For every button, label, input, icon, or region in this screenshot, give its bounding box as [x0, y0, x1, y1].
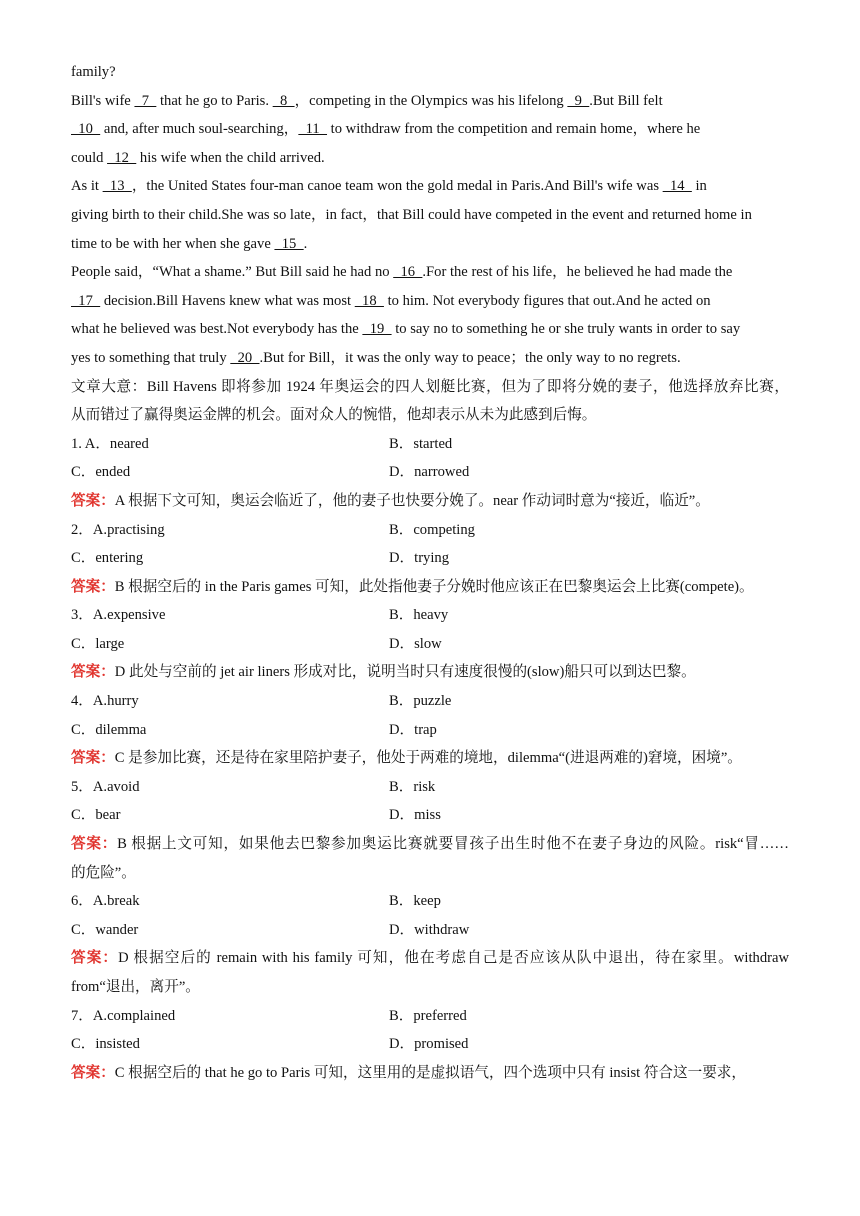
answer-text: A 根据下文可知，奥运会临近了，他的妻子也快要分娩了。near 作动词时意为“接近，临近”。 [114, 492, 710, 509]
option-row [71, 687, 789, 716]
answer-text: C 根据空后的 that he go to Paris 可知，这里用的是虚拟语气，四个选项中只有 insist 符合这一要求， [114, 1064, 746, 1081]
answer-blank: 11 [298, 121, 328, 138]
option-a: 3．A.expensive [71, 607, 166, 624]
passage-line [71, 287, 789, 316]
option-d: D．withdraw [389, 921, 470, 938]
answer-line [71, 944, 789, 973]
answer-blank: 7 [134, 92, 157, 109]
answer-text: D 根据空后的 remain with his family 可知，他在考虑自己是否应该从队中退出，待在家里。withdraw [118, 950, 789, 967]
answer-line [71, 744, 789, 773]
passage-text: could [71, 149, 108, 166]
option-row [71, 916, 789, 945]
answer-text: from“退出，离开”。 [71, 979, 200, 995]
passage-line [71, 87, 789, 116]
answer-blank: 9 [567, 92, 590, 109]
passage-line [71, 172, 789, 201]
passage-text: in [691, 178, 707, 195]
passage-line [71, 201, 789, 230]
option-c: C．entering [71, 550, 144, 567]
option-c: C．dilemma [71, 721, 147, 738]
option-row [71, 630, 789, 659]
passage-text: decision.Bill Havens knew what was most [100, 292, 355, 309]
answer-text: B 根据上文可知，如果他去巴黎参加奥运比赛就要冒孩子出生时他不在妻子身边的风险。risk“冒…… [117, 836, 789, 853]
answer-blank: 13 [102, 178, 132, 195]
answer-blank: 14 [662, 178, 692, 195]
option-d: D．slow [389, 635, 442, 652]
answer-label: 答案： [71, 664, 115, 681]
option-a: 7．A.complained [71, 1007, 176, 1024]
answer-label: 答案： [71, 578, 115, 595]
option-row [71, 773, 789, 802]
answer-text: D 此处与空前的 jet air liners 形成对比，说明当时只有速度很慢的(slow)船只可以到达巴黎。 [114, 664, 696, 681]
passage-text: his wife when the child arrived. [136, 149, 325, 166]
option-row [71, 516, 789, 545]
answer-line [71, 1059, 789, 1088]
passage-line [71, 258, 789, 287]
passage-text: ，the United States four-man canoe team won the gold medal in Paris.And Bill's wife was [131, 178, 663, 195]
option-row [71, 1002, 789, 1031]
answer-line [71, 658, 789, 687]
question-list [71, 430, 789, 1088]
option-c: C．wander [71, 921, 139, 938]
option-c: C．large [71, 635, 125, 652]
article-summary [71, 373, 789, 430]
passage-line [71, 115, 789, 144]
answer-label: 答案： [71, 750, 115, 767]
answer-blank: 19 [362, 321, 392, 338]
option-a: 1. A．neared [71, 435, 149, 452]
passage-text: that he go to Paris. [156, 92, 273, 109]
passage-text: Bill's wife [71, 92, 135, 109]
option-row [71, 801, 789, 830]
answer-line [71, 830, 789, 859]
summary-line: 从而错过了赢得奥运金牌的机会。面对众人的惋惜，他却表示从未为此感到后悔。 [71, 407, 597, 424]
passage-text: time to be with her when she gave [71, 235, 275, 252]
passage-line [71, 315, 789, 344]
passage-text: .But for Bill，it was the only way to peace；the only way to no regrets. [259, 349, 681, 366]
answer-blank: 12 [107, 149, 137, 166]
passage-line [71, 344, 789, 373]
option-b: B．puzzle [389, 693, 452, 710]
option-a: 5．A.avoid [71, 778, 140, 795]
answer-text: B 根据空后的 in the Paris games 可知，此处指他妻子分娩时他应该正在巴黎奥运会上比赛(compete)。 [114, 578, 754, 595]
answer-blank: 18 [354, 292, 384, 309]
passage-text: and, after much soul-searching， [100, 121, 299, 138]
passage-text: As it [71, 178, 103, 195]
option-row [71, 887, 789, 916]
cloze-passage [71, 58, 789, 373]
option-b: B．heavy [389, 607, 449, 624]
option-d: D．narrowed [389, 464, 470, 481]
answer-blank: 20 [230, 349, 260, 366]
answer-blank: 17 [71, 292, 101, 309]
answer-blank: 8 [272, 92, 295, 109]
option-row [71, 716, 789, 745]
passage-text: to say no to something he or she truly wants in order to say [391, 321, 741, 338]
option-c: C．insisted [71, 1036, 140, 1053]
passage-line [71, 144, 789, 173]
summary-line: 文章大意：Bill Havens 即将参加 1924 年奥运会的四人划艇比赛，但为了即将分娩的妻子，他选择放弃比赛， [71, 378, 789, 395]
answer-line [71, 573, 789, 602]
answer-text: C 是参加比赛，还是待在家里陪护妻子，他处于两难的境地，dilemma“(进退两难的)窘境，困境”。 [114, 750, 742, 767]
passage-text: what he believed was best.Not everybody has the [71, 321, 363, 338]
passage-text: . [303, 235, 308, 252]
option-b: B．keep [389, 893, 441, 910]
answer-label: 答案： [71, 1064, 115, 1081]
option-d: D．trap [389, 721, 437, 738]
passage-line [71, 230, 789, 259]
passage-text: to withdraw from the competition and remain home，where he [327, 121, 701, 138]
answer-blank: 15 [274, 235, 304, 252]
passage-text: .For the rest of his life，he believed he had made the [422, 264, 733, 281]
answer-line [71, 859, 789, 888]
passage-text: People said，“What a shame.” But Bill said he had no [71, 264, 394, 281]
passage-text: yes to something that truly [71, 349, 231, 366]
option-row [71, 430, 789, 459]
passage-text: ，competing in the Olympics was his lifelong [294, 92, 568, 109]
passage-text: family? [71, 64, 116, 80]
option-d: D．miss [389, 807, 441, 824]
option-b: B．preferred [389, 1007, 467, 1024]
option-row [71, 544, 789, 573]
option-row [71, 1030, 789, 1059]
answer-label: 答案： [71, 950, 119, 967]
answer-label: 答案： [71, 492, 115, 509]
passage-text: .But Bill felt [589, 92, 663, 109]
option-d: D．trying [389, 550, 449, 567]
option-row [71, 601, 789, 630]
option-c: C．ended [71, 464, 131, 481]
option-b: B．risk [389, 778, 436, 795]
passage-line [71, 58, 789, 87]
answer-line [71, 487, 789, 516]
answer-blank: 10 [71, 121, 101, 138]
document-page [71, 58, 789, 1087]
option-row [71, 458, 789, 487]
option-b: B．competing [389, 521, 475, 538]
answer-text: 的危险”。 [71, 864, 136, 881]
answer-label: 答案： [71, 836, 118, 853]
passage-text: to him. Not everybody figures that out.And he acted on [383, 292, 711, 309]
answer-blank: 16 [393, 264, 423, 281]
option-b: B．started [389, 435, 453, 452]
option-d: D．promised [389, 1036, 469, 1053]
passage-text: giving birth to their child.She was so late，in fact，that Bill could have competed in the event and returned home in [71, 206, 752, 223]
answer-line [71, 973, 789, 1002]
option-a: 4．A.hurry [71, 693, 139, 710]
option-a: 2．A.practising [71, 521, 165, 538]
option-a: 6．A.break [71, 893, 140, 910]
option-c: C．bear [71, 807, 121, 824]
